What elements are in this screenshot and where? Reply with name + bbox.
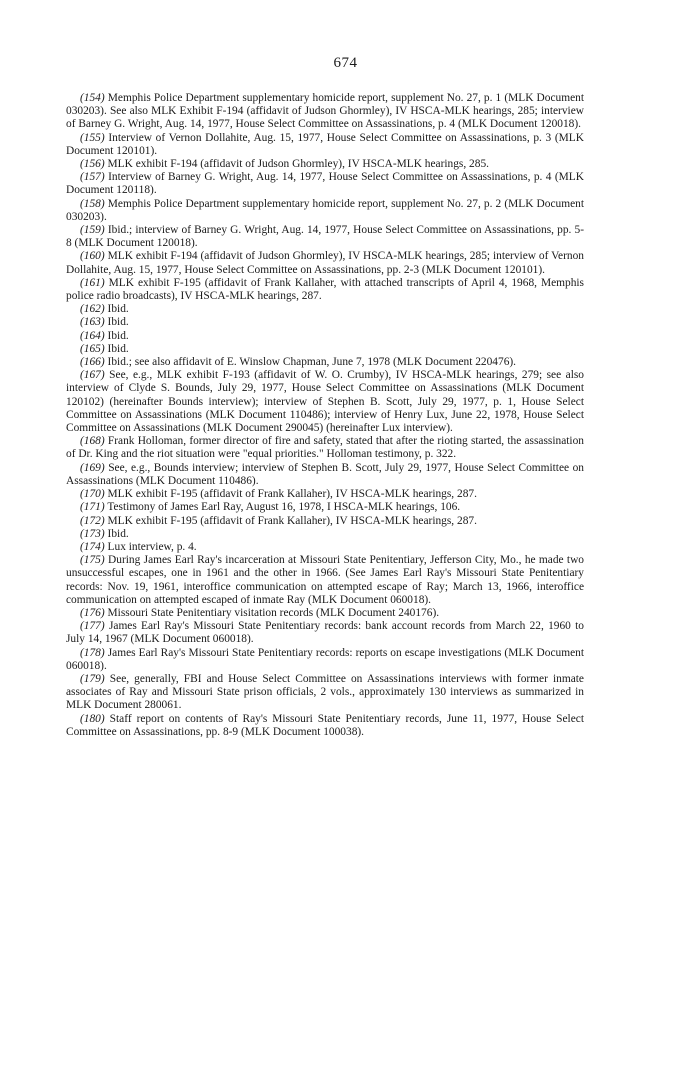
endnote xyxy=(66,224,584,250)
endnote xyxy=(66,343,584,356)
endnote xyxy=(66,330,584,343)
endnote-text: During James Earl Ray's incarceration at Missouri State Penitentiary, Jefferson City, Mo., he made two unsuccessful escapes, one in 1961 and the other in 1966. (See James Earl Ray's Missouri State Penitentiary records: Nov. 19, 1961, interoffice communication on attempted escape of Ray; March 13, 1966, interoffice communication on attempted escaped of inmate Ray (MLK Document 060018). xyxy=(66,554,584,606)
endnote-text: MLK exhibit F-194 (affidavit of Judson Ghormley), IV HSCA-MLK hearings, 285. xyxy=(107,158,489,171)
endnote-number: (167) xyxy=(80,369,105,382)
endnote xyxy=(66,713,584,739)
endnote-text: Ibid. xyxy=(107,527,129,540)
endnote-text: See, e.g., Bounds interview; interview of Stephen B. Scott, July 29, 1977, House Select Committee on Assassinations (MLK Document 110486). xyxy=(66,461,584,487)
endnote xyxy=(66,171,584,197)
endnote-text: Staff report on contents of Ray's Missouri State Penitentiary records, June 11, 1977, House Select Committee on Assassinations, pp. 8-9 (MLK Document 100038). xyxy=(66,712,585,738)
endnote xyxy=(66,250,584,276)
endnote-number: (160) xyxy=(80,250,105,263)
endnote xyxy=(66,356,584,369)
endnote-text: See, generally, FBI and House Select Committee on Assassinations interviews with former inmate associates of Ray and Missouri State prison officials, 2 vols., approximately 130 interviews as summarized in MLK Document 280061. xyxy=(66,672,584,712)
endnote-number: (179) xyxy=(80,672,105,685)
endnote-number: (155) xyxy=(80,131,105,144)
endnote xyxy=(66,158,584,171)
endnote-text: Ibid. xyxy=(107,303,129,316)
endnote-number: (156) xyxy=(80,158,105,171)
endnote-text: Frank Holloman, former director of fire and safety, stated that after the rioting started, the assassination of Dr. King and the riot situation were "equal priorities." Holloman testimony, p. 322. xyxy=(66,435,584,461)
endnote-number: (162) xyxy=(80,303,105,316)
endnote-number: (180) xyxy=(80,712,105,725)
endnote-number: (175) xyxy=(80,554,105,567)
endnote-number: (166) xyxy=(80,356,105,369)
endnote-text: Interview of Vernon Dollahite, Aug. 15, 1977, House Select Committee on Assassinations, p. 3 (MLK Document 120101). xyxy=(66,131,584,157)
endnote xyxy=(66,515,584,528)
endnote-text: Ibid.; interview of Barney G. Wright, Aug. 14, 1977, House Select Committee on Assassinations, pp. 5-8 (MLK Document 120018). xyxy=(66,224,584,250)
endnote-text: Ibid.; see also affidavit of E. Winslow Chapman, June 7, 1978 (MLK Document 220476). xyxy=(107,356,517,369)
endnote-number: (174) xyxy=(80,540,105,553)
endnote xyxy=(66,316,584,329)
endnote xyxy=(66,528,584,541)
endnote xyxy=(66,462,584,488)
endnote-number: (172) xyxy=(80,514,105,527)
endnote xyxy=(66,647,584,673)
page-number: 674 xyxy=(333,55,358,71)
endnote-text: Memphis Police Department supplementary homicide report, supplement No. 27, p. 1 (MLK Document 030203). See also MLK Exhibit F-194 (affidavit of Judson Ghormley), IV HSCA-MLK hearings, 285; interview of Barney G. Wright, Aug. 14, 1977, House Select Committee on Assassinations, p. 4 (MLK Document 120018). xyxy=(66,92,584,131)
endnote xyxy=(66,369,584,435)
endnote-number: (165) xyxy=(80,342,105,355)
endnote-text: MLK exhibit F-195 (affidavit of Frank Kallaher, with attached transcripts of April 4, 1968, Memphis police radio broadcasts), IV HSCA-MLK hearings, 287. xyxy=(66,276,584,303)
endnote-text: James Earl Ray's Missouri State Penitentiary records: reports on escape investigations (MLK Document 060018). xyxy=(66,646,584,672)
endnote xyxy=(66,435,584,461)
endnote-number: (157) xyxy=(80,171,105,184)
endnote-text: Ibid. xyxy=(107,342,129,355)
endnote-text: Ibid. xyxy=(107,329,129,342)
endnote-number: (176) xyxy=(80,606,105,619)
endnote xyxy=(66,488,584,501)
endnote xyxy=(66,92,584,132)
endnote-number: (177) xyxy=(80,620,105,633)
endnote-text: Interview of Barney G. Wright, Aug. 14, 1977, House Select Committee on Assassinations, p. 4 (MLK Document 120118). xyxy=(66,171,584,197)
endnote-number: (154) xyxy=(80,92,105,104)
endnote xyxy=(66,303,584,316)
endnote-text: Ibid. xyxy=(107,316,129,329)
endnote xyxy=(66,132,584,158)
endnote-number: (158) xyxy=(80,197,105,210)
endnote xyxy=(66,501,584,514)
endnote-number: (171) xyxy=(80,501,105,514)
endnote-text: MLK exhibit F-195 (affidavit of Frank Kallaher), IV HSCA-MLK hearings, 287. xyxy=(107,514,477,527)
endnote-number: (159) xyxy=(80,224,105,237)
endnote-number: (163) xyxy=(80,316,105,329)
endnote-number: (170) xyxy=(80,488,105,501)
endnote xyxy=(66,198,584,224)
endnote-text: See, e.g., MLK exhibit F-193 (affidavit of W. O. Crumby), IV HSCA-MLK hearings, 279; see also interview of Clyde S. Bounds, July 29, 1977, House Select Committee on Assassinations (MLK Document 120102) (hereinafter Bounds interview); interview of Stephen B. Scott, July 29, 1977, p. 1, House Select Committee on Assassinations (MLK Document 110486); interview of Henry Lux, June 22, 1978, House Select Committee on Assassinations (MLK Document 290045) (hereinafter Lux interview). xyxy=(66,369,584,435)
endnote-text: MLK exhibit F-194 (affidavit of Judson Ghormley), IV HSCA-MLK hearings, 285; interview of Vernon Dollahite, Aug. 15, 1977, House Select Committee on Assassinations, pp. 2-3 (MLK Document 120101). xyxy=(66,250,584,276)
endnote-number: (178) xyxy=(80,646,105,659)
endnote xyxy=(66,541,584,554)
endnote-text: Lux interview, p. 4. xyxy=(107,540,197,553)
endnote xyxy=(66,673,584,713)
endnote xyxy=(66,620,584,646)
endnote-number: (173) xyxy=(80,527,105,540)
endnote-text: James Earl Ray's Missouri State Penitentiary records: bank account records from March 22, 1960 to July 14, 1967 (MLK Document 060018). xyxy=(66,620,584,646)
endnote-text: Memphis Police Department supplementary homicide report, supplement No. 27, p. 2 (MLK Document 030203). xyxy=(66,197,584,223)
endnote-number: (161) xyxy=(80,276,105,289)
endnote-text: Missouri State Penitentiary visitation records (MLK Document 240176). xyxy=(107,606,440,619)
endnote-number: (168) xyxy=(80,435,105,448)
endnote xyxy=(66,554,584,607)
endnote-number: (169) xyxy=(80,461,105,474)
endnotes-list xyxy=(66,92,584,739)
endnote-text: Testimony of James Earl Ray, August 16, 1978, I HSCA-MLK hearings, 106. xyxy=(107,501,461,514)
endnote-text: MLK exhibit F-195 (affidavit of Frank Kallaher), IV HSCA-MLK hearings, 287. xyxy=(107,488,477,501)
endnote xyxy=(66,607,584,620)
endnote-number: (164) xyxy=(80,329,105,342)
endnote xyxy=(66,277,584,303)
